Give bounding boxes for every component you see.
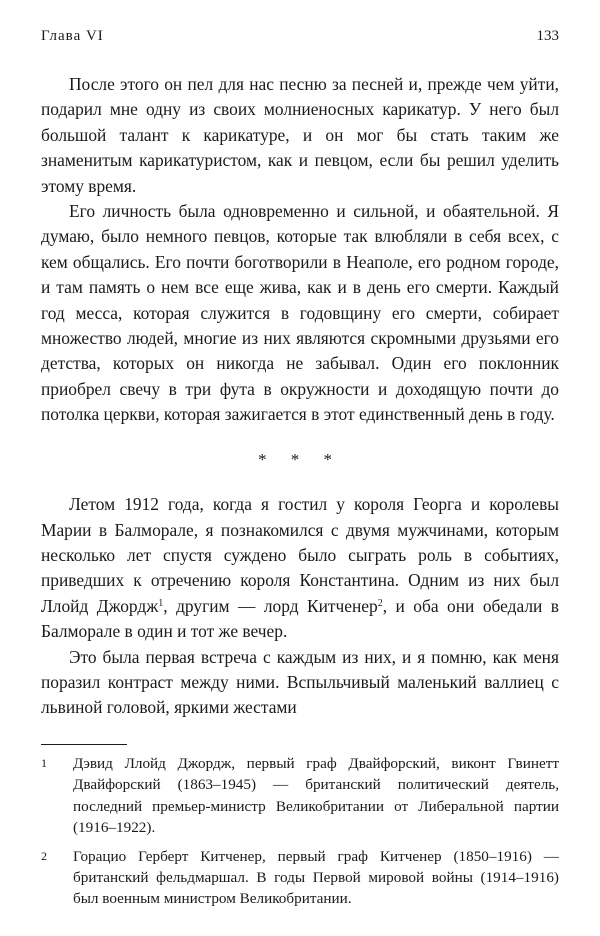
footnote-2-mark: 2 [41,848,47,863]
running-header [41,28,559,48]
footnote-1 [41,753,559,839]
paragraph-4: Это была первая встреча с каждым из них, и я помню, как меня поразил контраст между ними. Вспыльчивый маленький валлиец с львиной головой, яркими жестами [41,646,559,718]
paragraph-1: После этого он пел для нас песню за песней и, прежде чем уйти, подарил мне одну из своих молниеносных карикатур. У него был большой талант к карикатуре, и он мог бы стать таким же знаменитым карикатуристом, как и певцом, если бы решил уделить этому время. [41,74,559,196]
paragraph-3-text-b: , другим — лорд Китченер [163,595,378,616]
chapter-title: Глава VI [41,28,104,44]
paragraph-3-text-a: Летом 1912 года, когда я гостил у короля Георга и королевы Марии в Балморале, я познакомился с двумя мужчинами, которым несколько лет спустя суждено было сыграть роль в событиях, приведших к отречению короля Константина. Одним из них был Ллойд Джордж [41,494,559,616]
footnote-2 [41,846,559,910]
paragraph-3-text-c: , и оба они обедали в Балморале в один и тот же вечер. [41,595,560,642]
footnotes [41,753,559,917]
footnote-ref-2[interactable]: 2 [377,597,383,609]
footnote-ref-1[interactable]: 1 [158,597,164,609]
footnote-1-mark: 1 [41,756,47,770]
paragraph-3 [41,492,559,644]
main-text [41,72,559,721]
paragraph-2: Его личность была одновременно и сильной, и обаятельной. Я думаю, было немного певцов, которые так влюбляли в себя всех, с кем общались. Его почти боготворили в Неаполе, его родном городе, и там память о нем все еще жива, как и в день его смерти. Каждый год месса, которая служится в годовщину его смерти, собирает множество людей, многие из них являются скромными друзьями его детства, которых он никогда не забывал. Один его поклонник приобрел свечу в три фута в окружности и доходящую почти до потолка церкви, которая зажигается в этот единственный день в году. [41,201,559,425]
footnote-divider [41,744,127,745]
footnote-1-text: Дэвид Ллойд Джордж, первый граф Двайфорский, виконт Гвинетт Двайфорский (1863–1945) — британский политический деятель, последний премьер-министр Великобритании от Либеральной партии (1916–1922). [73,755,559,837]
section-separator: * * * [258,449,342,469]
page-number: 133 [536,28,559,44]
footnote-2-text: Горацио Герберт Китченер, первый граф Китченер (1850–1916) — британский фельдмаршал. В годы Первой мировой войны (1914–1916) был военным министром Великобритании. [73,847,559,908]
